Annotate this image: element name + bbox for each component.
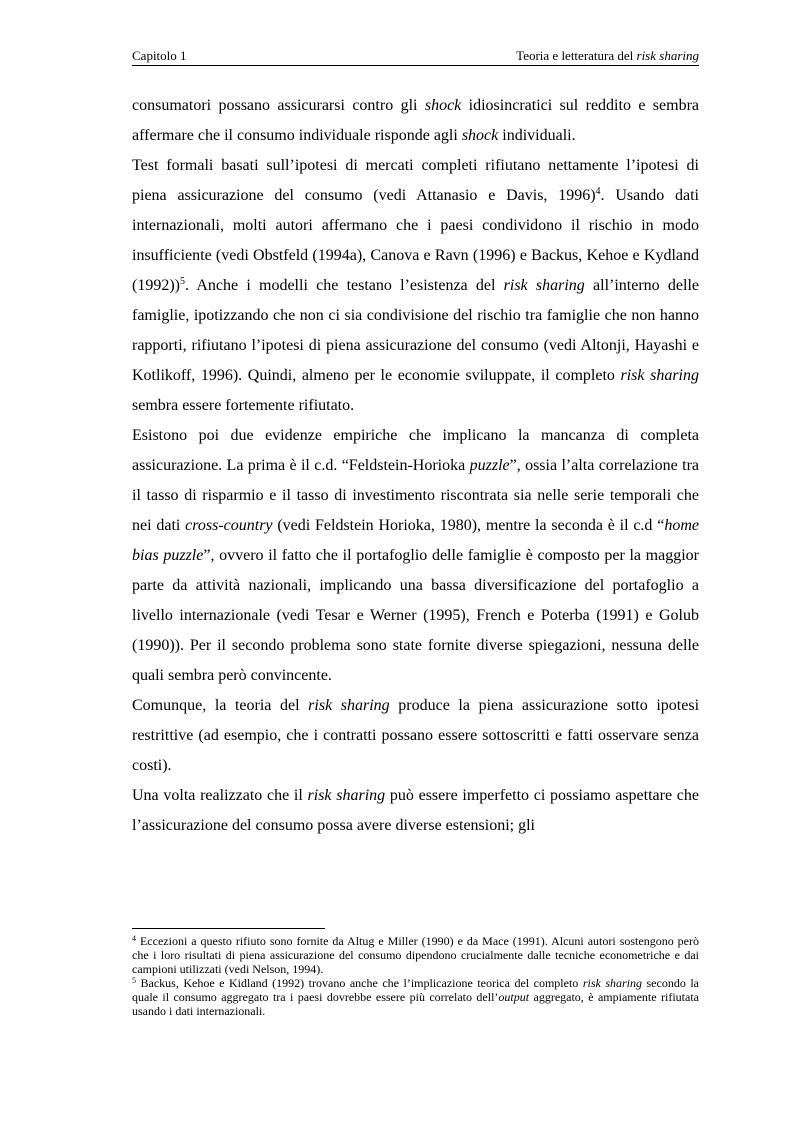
section-title: Teoria e letteratura del risk sharing [516,48,699,63]
paragraph-5: Una volta realizzato che il risk sharing può essere imperfetto ci possiamo aspettare che l’assicurazione del consumo possa avere diverse estensioni; gli [132,787,699,834]
footnote-ref-5[interactable]: 5 [179,276,185,287]
footnote-4: $^4$ Eccezioni a questo rifiuto sono fornite da Altug e Miller (1990) e da Mace (1991). Alcuni autori sostengono però che i loro risultati di piena assicurazione del consumo dipendono crucialmente dalle tecniche econometriche e dai campioni utilizzati (vedi Nelson, 1994). [132,934,699,976]
paragraph-4: Comunque, la teoria del risk sharing produce la piena assicurazione sotto ipotesi restrittive (ad esempio, che i contratti possano essere sottoscritti e fatti osservare senza costi). [132,697,700,774]
paragraph-1: consumatori possano assicurarsi contro gli shock idiosincratici sul reddito e sembra affermare che il consumo individuale risponde agli shock individuali. [132,97,700,144]
chapter-label: Capitolo 1 [132,48,187,63]
footnotes [132,934,699,1018]
page-header [132,48,699,66]
paragraph-2: Test formali basati sull’ipotesi di mercati completi rifiutano nettamente l’ipotesi di piena assicurazione del consumo (vedi Attanasio e Davis, 1996)$^4$. Usando dati internazionali, molti autori affermano che i paesi condividono il rischio in modo insufficiente (vedi Obstfeld (1994a), Canova e Ravn (1996) e Backus, Kehoe e Kydland (1992))$^5$. Anche i modelli che testano l’esistenza del risk sharing all’interno delle famiglie, ipotizzando che non ci sia condivisione del rischio tra famiglie che non hanno rapporti, rifiutano l’ipotesi di piena assicurazione del consumo (vedi Altonji, Hayashi e Kotlikoff, 1996). Quindi, almeno per le economie sviluppate, il completo risk sharing sembra essere fortemente rifiutato. [132,157,700,414]
footnote-separator [132,928,325,929]
body-text [132,91,699,841]
paragraph-3: Esistono poi due evidenze empiriche che implicano la mancanza di completa assicurazione. La prima è il c.d. “Feldstein-Horioka puzzle”, ossia l’alta correlazione tra il tasso di risparmio e il tasso di investimento riscontrata sia nelle serie temporali che nei dati cross-country (vedi Feldstein Horioka, 1980), mentre la seconda è il c.d “home bias puzzle”, ovvero il fatto che il portafoglio delle famiglie è composto per la maggior parte da attività nazionali, implicando una bassa diversificazione del portafoglio a livello internazionale (vedi Tesar e Werner (1995), French e Poterba (1991) e Golub (1990)). Per il secondo problema sono state fornite diverse spiegazioni, nessuna delle quali sembra però convincente. [132,427,700,684]
footnote-ref-4[interactable]: 4 [595,186,601,197]
footnote-5: $^5$ Backus, Kehoe e Kidland (1992) trovano anche che l’implicazione teorica del completo risk sharing secondo la quale il consumo aggregato tra i paesi dovrebbe essere più correlato dell’output aggregato, è ampiamente rifiutata usando i dati internazionali. [132,976,700,1018]
